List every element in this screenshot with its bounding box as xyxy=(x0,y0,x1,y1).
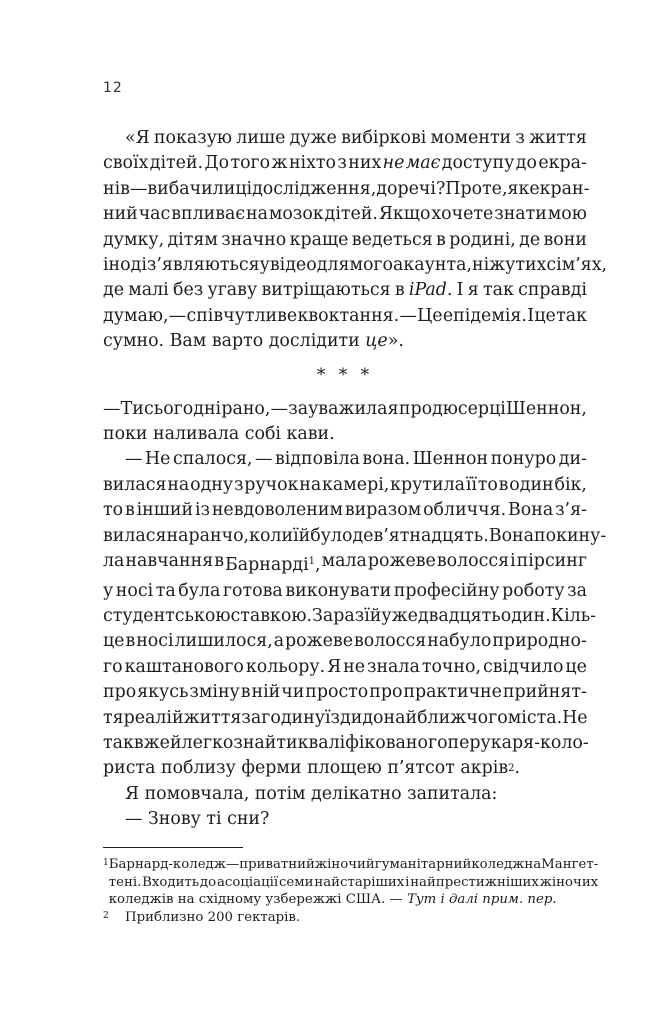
word: пірсинг xyxy=(516,551,587,572)
text-line xyxy=(103,304,587,329)
word: практичне xyxy=(403,682,502,703)
text-run: ». xyxy=(387,331,404,352)
word: До xyxy=(204,153,230,174)
word: до xyxy=(199,874,217,890)
text-line xyxy=(103,604,597,629)
text-line xyxy=(103,228,587,253)
text-line xyxy=(103,278,587,303)
word: де xyxy=(519,229,541,250)
word: не xyxy=(343,656,365,677)
word: в xyxy=(214,551,224,572)
word: це xyxy=(565,656,587,677)
word: родині, xyxy=(449,229,516,250)
word: Я xyxy=(327,656,342,677)
word: І xyxy=(456,280,464,301)
paragraph-quote xyxy=(103,126,608,355)
word: де xyxy=(103,280,124,301)
text-line xyxy=(103,524,607,549)
word: та xyxy=(155,580,176,601)
word: Це xyxy=(417,305,443,326)
text-run: коледжів на східному узбережжі США. — xyxy=(108,892,408,908)
text-line xyxy=(103,756,587,781)
text-line xyxy=(103,680,587,705)
text-line xyxy=(103,473,587,498)
word: ніж xyxy=(471,255,506,276)
word: — xyxy=(168,305,187,326)
word: реалій xyxy=(123,707,184,728)
word: виразом xyxy=(344,500,422,521)
word: дев’ятнадцять. xyxy=(352,525,489,546)
word: легко xyxy=(181,732,234,753)
word: малі xyxy=(128,280,169,301)
word: Вона xyxy=(508,500,554,521)
word: до xyxy=(376,178,398,199)
word: у xyxy=(505,255,516,276)
text-run: — Знову ті сни? xyxy=(125,809,270,830)
word: ранчо, xyxy=(188,525,250,546)
text-run: Приблизно 200 гектарів. xyxy=(125,909,301,925)
word: якусь xyxy=(137,682,189,703)
word: Входить xyxy=(142,874,200,890)
word: го xyxy=(103,656,123,677)
word: і xyxy=(405,874,410,890)
word: дітям xyxy=(167,229,218,250)
word: за xyxy=(241,707,262,728)
word: волосся xyxy=(353,631,427,652)
word: тені. xyxy=(108,874,142,890)
text-run: поки наливала собі кави. xyxy=(103,424,335,445)
word: набуло xyxy=(427,631,492,652)
word: я xyxy=(467,280,479,301)
footnote-text xyxy=(109,856,599,909)
word: бік, xyxy=(554,474,587,495)
word: просто xyxy=(305,682,369,703)
paragraph-narrative xyxy=(103,447,607,781)
word: найближчого xyxy=(383,707,508,728)
text-line xyxy=(103,126,587,151)
footnote-number: 2 xyxy=(103,910,109,921)
word: мала xyxy=(321,551,367,572)
word: життя xyxy=(183,707,242,728)
text-line xyxy=(109,874,599,892)
word: ній xyxy=(251,682,281,703)
word: семи xyxy=(278,874,314,890)
word: була xyxy=(178,580,221,601)
word: волосся xyxy=(436,551,510,572)
word: їй xyxy=(293,525,311,546)
word: доступу xyxy=(441,153,515,174)
section-separator: * * * xyxy=(316,364,374,385)
word: вилася xyxy=(103,525,167,546)
word: продюсерці xyxy=(398,398,506,419)
word: знайти xyxy=(233,732,298,753)
word: угаву xyxy=(207,280,258,301)
text-line xyxy=(103,447,587,472)
word: краще xyxy=(289,229,349,250)
word: справді xyxy=(518,280,587,301)
word: хочете xyxy=(431,204,494,225)
word: вона. xyxy=(362,449,411,470)
footnote-rule xyxy=(103,847,243,848)
word: в xyxy=(124,500,135,521)
word: вибіркові xyxy=(341,128,427,148)
word: приватний xyxy=(239,857,315,872)
word: на xyxy=(524,857,542,872)
word: було xyxy=(310,525,353,546)
body-text xyxy=(103,126,608,833)
word: у xyxy=(259,255,270,276)
word: а xyxy=(273,631,285,652)
word: Кіль- xyxy=(550,605,597,626)
text-line xyxy=(103,202,587,227)
word: з’являються xyxy=(146,255,260,276)
word: виконувати xyxy=(285,580,392,601)
word: ж xyxy=(271,153,288,174)
word: ці xyxy=(235,178,253,199)
text-line xyxy=(103,629,587,654)
word: нів xyxy=(103,178,130,199)
word: про xyxy=(369,682,403,703)
word: готова xyxy=(222,580,283,601)
text-line xyxy=(103,549,587,578)
word: на xyxy=(246,204,268,225)
word: Якщо xyxy=(378,204,431,225)
text-run: сумно. Вам варто дослідити xyxy=(103,331,366,352)
word: одну xyxy=(190,474,234,495)
word: це xyxy=(534,305,556,326)
word: має xyxy=(405,153,441,174)
text-line xyxy=(103,807,587,832)
word: студентською xyxy=(103,605,231,626)
word: І xyxy=(527,305,535,326)
word: — xyxy=(129,178,148,199)
word: і xyxy=(510,551,516,572)
word: крутила xyxy=(390,474,466,495)
word: носі xyxy=(115,580,154,601)
word: міста. xyxy=(507,707,563,728)
word: до xyxy=(362,707,384,728)
word: двадцять xyxy=(417,605,501,626)
word: коли xyxy=(249,525,294,546)
word: обличчя. xyxy=(423,500,507,521)
word: впливає xyxy=(171,204,246,225)
text-run: Я помовчала, потім делікатно запитала: xyxy=(125,783,498,804)
word: про xyxy=(103,682,137,703)
word: жіночих xyxy=(539,874,599,890)
word: лише xyxy=(236,128,286,148)
text-line xyxy=(103,782,587,807)
word: свідчило xyxy=(483,656,564,677)
word: Ти xyxy=(120,398,144,419)
word: інший xyxy=(136,500,194,521)
word: роботу xyxy=(502,580,565,601)
footnotes xyxy=(103,856,599,926)
word: акаунта, xyxy=(393,255,472,276)
footnote-text xyxy=(125,909,587,927)
word: відео xyxy=(269,255,317,276)
word: не xyxy=(382,153,405,174)
word: покину- xyxy=(534,525,607,546)
word: носі xyxy=(136,631,174,652)
text-line xyxy=(125,909,587,927)
word: дітей. xyxy=(324,204,378,225)
word: дітей. xyxy=(149,153,204,174)
footnote xyxy=(103,856,599,909)
word: Шеннон, xyxy=(506,398,587,419)
word: екра- xyxy=(538,153,587,174)
word: думку, xyxy=(103,229,165,250)
text-line xyxy=(103,498,587,523)
word: коледж xyxy=(471,857,525,872)
word: — xyxy=(103,398,121,419)
word: ви xyxy=(147,178,169,199)
word: ний xyxy=(103,204,138,225)
word: професійну xyxy=(393,580,500,601)
text-line xyxy=(103,579,587,604)
text-line xyxy=(103,422,587,447)
word: Мангет- xyxy=(541,857,599,872)
word: у xyxy=(103,580,114,601)
word: годину xyxy=(261,707,325,728)
word: так xyxy=(556,305,587,326)
word: думаю, xyxy=(103,305,169,326)
word: вони xyxy=(543,229,587,250)
word: Не xyxy=(144,449,171,470)
word: для xyxy=(316,255,350,276)
word: моменти xyxy=(430,128,512,148)
word: найстаріших xyxy=(314,874,405,890)
word: жіночий xyxy=(314,857,375,872)
word: Барнарді$^1$, xyxy=(225,555,321,576)
word: Вона xyxy=(488,525,535,546)
word: в xyxy=(394,280,405,301)
word: ди- xyxy=(558,449,587,470)
word: тих xyxy=(515,255,547,276)
page-number: 12 xyxy=(103,80,123,96)
text-run: Тут і далі прим. пер. xyxy=(407,892,557,908)
word: як xyxy=(507,178,530,199)
word: найпрестижніших xyxy=(410,874,539,890)
text-line xyxy=(103,655,587,680)
word: за xyxy=(567,580,587,601)
paragraph-dialogue-3 xyxy=(103,807,587,832)
word: Зараз xyxy=(312,605,365,626)
word: один. xyxy=(500,605,551,626)
text-run: це xyxy=(365,331,388,352)
word: з xyxy=(515,128,525,148)
word: чи xyxy=(281,682,305,703)
word: вже xyxy=(133,732,170,753)
word: того xyxy=(230,153,271,174)
word: них xyxy=(348,153,382,174)
word: із xyxy=(194,500,210,521)
word: кваліфікованого xyxy=(297,732,448,753)
text-run: . xyxy=(514,758,521,779)
word: так xyxy=(103,732,134,753)
word: до xyxy=(515,153,537,174)
word: зауважила xyxy=(288,398,388,419)
word: точно, xyxy=(421,656,482,677)
text-line xyxy=(103,151,587,176)
word: квоктання. xyxy=(297,305,400,326)
word: — xyxy=(125,449,143,470)
word: речі? xyxy=(397,178,446,199)
word: життя xyxy=(529,128,587,148)
footnote xyxy=(103,909,587,927)
word: дуже xyxy=(289,128,337,148)
word: в xyxy=(498,474,509,495)
word: епідемія. xyxy=(442,305,527,326)
word: рано, xyxy=(221,398,271,419)
word: їзди xyxy=(324,707,363,728)
word: знала xyxy=(366,656,420,677)
word: я xyxy=(387,398,399,419)
word: іноді xyxy=(103,255,147,276)
text-line xyxy=(103,253,608,278)
word: тя xyxy=(103,707,124,728)
text-line xyxy=(103,731,587,756)
word: рожеве xyxy=(285,631,354,652)
word: на xyxy=(166,525,189,546)
word: на xyxy=(167,474,190,495)
text-line xyxy=(103,397,587,422)
text-line xyxy=(109,891,599,909)
footnote-ref: 2 xyxy=(508,763,515,775)
word: ставкою. xyxy=(230,605,313,626)
word: то xyxy=(103,500,124,521)
word: — xyxy=(399,305,417,326)
word: — xyxy=(255,449,273,470)
word: — xyxy=(225,857,240,872)
word: — xyxy=(270,398,289,419)
word: й xyxy=(169,732,182,753)
word: перукаря-коло- xyxy=(447,732,589,753)
word: бачили xyxy=(168,178,236,199)
word: Шеннон xyxy=(412,449,489,470)
word: сьогодні xyxy=(144,398,222,419)
word: ніхто xyxy=(288,153,336,174)
word: кольору. xyxy=(245,656,326,677)
word: прийнят- xyxy=(502,682,587,703)
word: спалося, xyxy=(172,449,253,470)
word: її xyxy=(465,474,477,495)
word: каштанового xyxy=(124,656,244,677)
word: з xyxy=(337,153,347,174)
word: без xyxy=(172,280,204,301)
word: мою xyxy=(547,204,587,225)
word: це xyxy=(103,631,125,652)
word: так xyxy=(482,280,514,301)
word: iPad. xyxy=(408,280,453,301)
text-line xyxy=(103,706,587,731)
word: в xyxy=(436,229,446,250)
word: в xyxy=(125,631,136,652)
word: показую xyxy=(153,128,233,148)
word: навчання xyxy=(125,551,214,572)
word: Барнард-коледж xyxy=(108,857,226,872)
word: невдоволеним xyxy=(211,500,344,521)
word: лишилося, xyxy=(174,631,273,652)
text-run: риста поблизу ферми площею п’ятсот акрів xyxy=(103,758,509,779)
word: мозок xyxy=(268,204,324,225)
text-line xyxy=(103,177,590,202)
word: Не xyxy=(562,707,588,728)
word: уже xyxy=(381,605,418,626)
word: значно xyxy=(221,229,287,250)
word: Про xyxy=(445,178,483,199)
word: дослідження, xyxy=(252,178,377,199)
word: своїх xyxy=(103,153,149,174)
word: то xyxy=(477,474,498,495)
paragraph-dialogue-2 xyxy=(103,782,587,807)
word: природно- xyxy=(492,631,587,652)
word: з xyxy=(233,474,244,495)
word: вилася xyxy=(103,474,167,495)
word: зміну xyxy=(189,682,240,703)
word: мого xyxy=(349,255,394,276)
word: гуманітарний xyxy=(374,857,472,872)
word: ручок xyxy=(244,474,299,495)
word: рожеве xyxy=(367,551,436,572)
word: відповіла xyxy=(274,449,360,470)
word: сім’ях, xyxy=(546,255,608,276)
word: знати xyxy=(494,204,547,225)
word: «Я xyxy=(125,128,150,148)
text-line xyxy=(109,856,599,874)
word: понуро xyxy=(490,449,557,470)
word: камері, xyxy=(322,474,390,495)
word: асоціації xyxy=(216,874,279,890)
word: на xyxy=(299,474,322,495)
text-line xyxy=(103,329,587,354)
word: те, xyxy=(482,178,508,199)
word: час xyxy=(138,204,171,225)
word: один xyxy=(509,474,554,495)
word: ла xyxy=(103,551,125,572)
word: співчутливе xyxy=(186,305,298,326)
paragraph-dialogue-1 xyxy=(103,397,587,448)
word: ведеться xyxy=(351,229,433,250)
word: екран- xyxy=(529,178,590,199)
word: їй xyxy=(364,605,382,626)
word: витріщаються xyxy=(261,280,391,301)
word: з’я- xyxy=(555,500,587,521)
footnote-number: 1 xyxy=(103,858,109,868)
word: в xyxy=(240,682,251,703)
